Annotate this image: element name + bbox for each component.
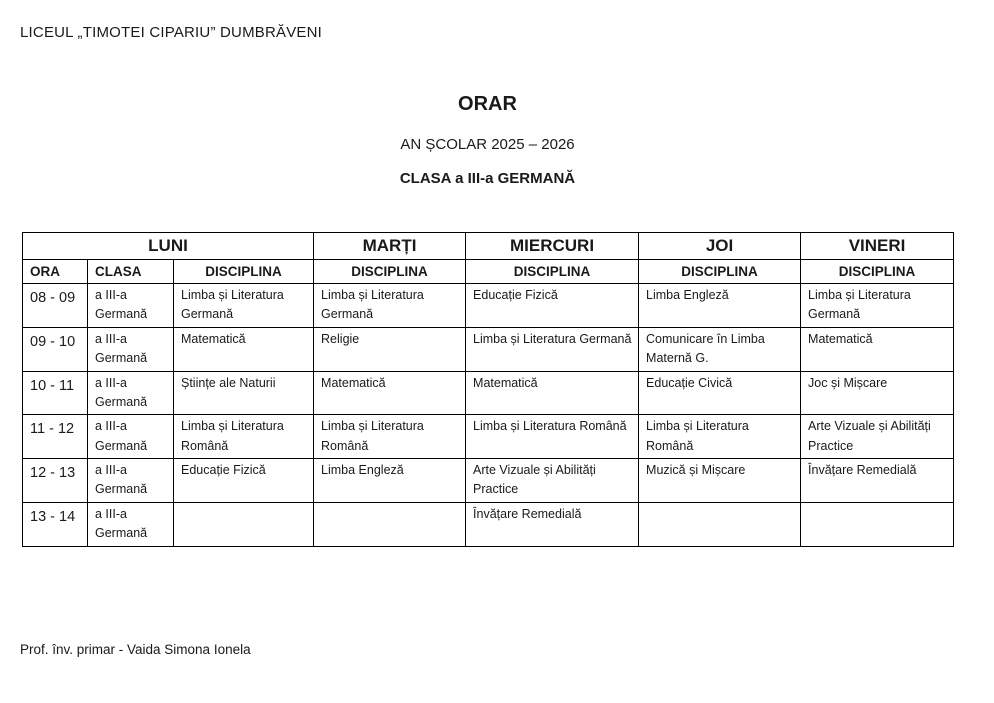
cell-disciplina-luni: Limba și Literatura Germană	[174, 284, 314, 328]
cell-ora: 09 - 10	[23, 327, 88, 371]
school-name: LICEUL „TIMOTEI CIPARIU” DUMBRĂVENI	[20, 24, 323, 41]
cell-clasa: a III-a Germană	[88, 327, 174, 371]
cell-disciplina-luni: Educație Fizică	[174, 459, 314, 503]
table-row	[23, 459, 954, 503]
column-header-row	[23, 260, 954, 284]
table-row	[23, 327, 954, 371]
cell-disciplina-joi: Limba și Literatura Română	[639, 415, 801, 459]
table-row	[23, 284, 954, 328]
cell-disciplina-joi: Limba Engleză	[639, 284, 801, 328]
cell-disciplina-vineri: Limba și Literatura Germană	[801, 284, 954, 328]
cell-disciplina-luni: Limba și Literatura Română	[174, 415, 314, 459]
cell-disciplina-vineri: Matematică	[801, 327, 954, 371]
col-header-ora: ORA	[23, 260, 88, 284]
cell-disciplina-joi: Comunicare în Limba Maternă G.	[639, 327, 801, 371]
cell-disciplina-joi: Educație Civică	[639, 371, 801, 415]
cell-disciplina-joi	[639, 502, 801, 546]
document-title: ORAR	[458, 93, 517, 115]
cell-clasa: a III-a Germană	[88, 284, 174, 328]
cell-disciplina-miercuri: Arte Vizuale și Abilități Practice	[466, 459, 639, 503]
cell-disciplina-marti: Limba Engleză	[314, 459, 466, 503]
table-row	[23, 502, 954, 546]
cell-disciplina-miercuri: Limba și Literatura Română	[466, 415, 639, 459]
cell-disciplina-marti: Limba și Literatura Română	[314, 415, 466, 459]
cell-ora: 11 - 12	[23, 415, 88, 459]
cell-disciplina-miercuri: Matematică	[466, 371, 639, 415]
cell-ora: 08 - 09	[23, 284, 88, 328]
cell-disciplina-vineri: Joc și Mișcare	[801, 371, 954, 415]
cell-disciplina-luni: Matematică	[174, 327, 314, 371]
class-title: CLASA a III-a GERMANĂ	[399, 170, 576, 187]
teacher-signature-line: Prof. înv. primar - Vaida Simona Ionela	[20, 641, 251, 657]
cell-disciplina-miercuri: Limba și Literatura Germană	[466, 327, 639, 371]
col-header-disciplina-miercuri: DISCIPLINA	[466, 260, 639, 284]
cell-disciplina-luni	[174, 502, 314, 546]
day-header-row	[23, 233, 954, 260]
timetable-body	[23, 284, 954, 547]
col-header-disciplina-vineri: DISCIPLINA	[801, 260, 954, 284]
table-row	[23, 415, 954, 459]
col-header-clasa: CLASA	[88, 260, 174, 284]
timetable	[22, 232, 954, 547]
cell-ora: 13 - 14	[23, 502, 88, 546]
day-header-joi: JOI	[639, 233, 801, 260]
col-header-disciplina-luni: DISCIPLINA	[174, 260, 314, 284]
cell-disciplina-marti: Limba și Literatura Germană	[314, 284, 466, 328]
cell-disciplina-vineri: Învățare Remedială	[801, 459, 954, 503]
cell-clasa: a III-a Germană	[88, 502, 174, 546]
cell-disciplina-vineri: Arte Vizuale și Abilități Practice	[801, 415, 954, 459]
cell-disciplina-miercuri: Învățare Remedială	[466, 502, 639, 546]
cell-ora: 10 - 11	[23, 371, 88, 415]
cell-clasa: a III-a Germană	[88, 415, 174, 459]
cell-disciplina-marti	[314, 502, 466, 546]
day-header-vineri: VINERI	[801, 233, 954, 260]
cell-disciplina-miercuri: Educație Fizică	[466, 284, 639, 328]
col-header-disciplina-joi: DISCIPLINA	[639, 260, 801, 284]
table-row	[23, 371, 954, 415]
cell-clasa: a III-a Germană	[88, 459, 174, 503]
cell-ora: 12 - 13	[23, 459, 88, 503]
day-header-miercuri: MIERCURI	[466, 233, 639, 260]
day-header-luni: LUNI	[23, 233, 314, 260]
cell-disciplina-joi: Muzică și Mișcare	[639, 459, 801, 503]
cell-disciplina-luni: Științe ale Naturii	[174, 371, 314, 415]
school-year-subtitle: AN ȘCOLAR 2025 – 2026	[400, 136, 575, 153]
col-header-disciplina-marti: DISCIPLINA	[314, 260, 466, 284]
cell-disciplina-marti: Religie	[314, 327, 466, 371]
cell-clasa: a III-a Germană	[88, 371, 174, 415]
cell-disciplina-marti: Matematică	[314, 371, 466, 415]
document-content	[22, 93, 953, 547]
cell-disciplina-vineri	[801, 502, 954, 546]
day-header-marti: MARȚI	[314, 233, 466, 260]
